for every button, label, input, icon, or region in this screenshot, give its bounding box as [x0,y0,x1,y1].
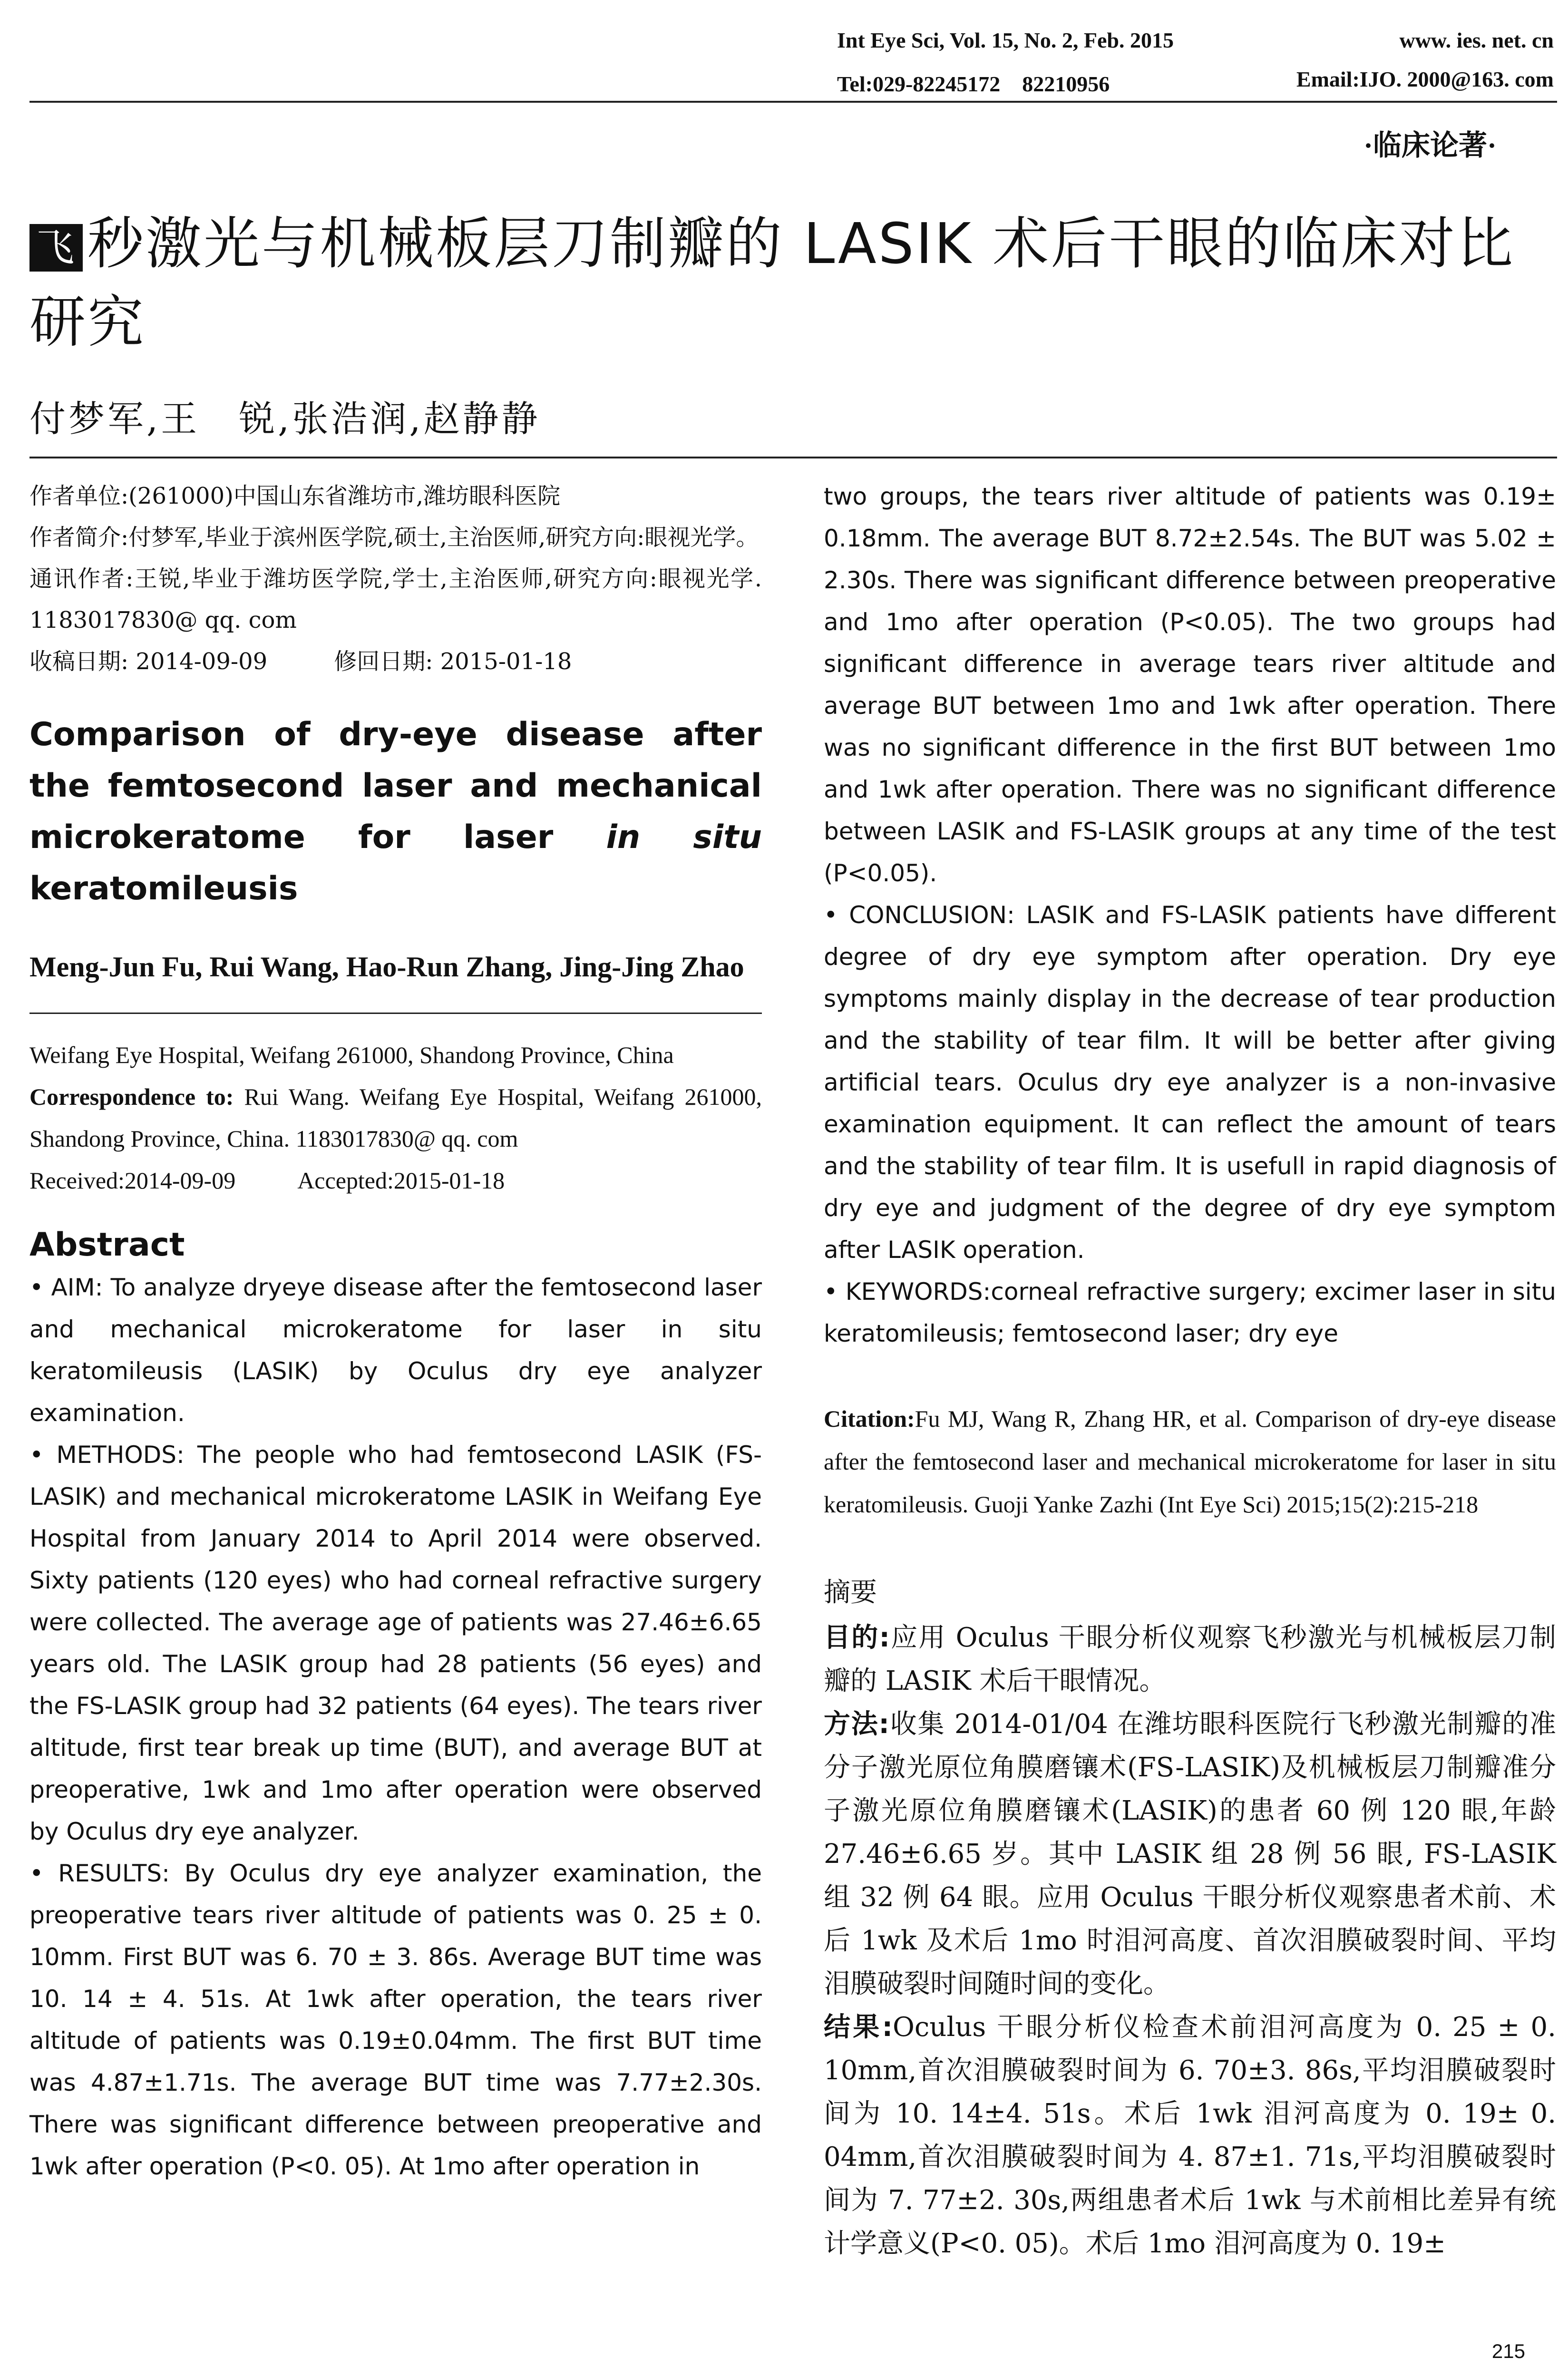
results-cn-label: 结果: [824,2012,893,2043]
aim-cn-label: 目的: [824,1622,890,1653]
keywords-text: corneal refractive surgery; excimer laser in situ keratomileusis; femtosecond laser; dry eye [824,1278,1556,1347]
author-intro: 作者简介:付梦军,毕业于滨州医学院,硕士,主治医师,研究方向:眼视光学。 [29,524,759,551]
authors-cn: 付梦军,王 锐,张浩润,赵静静 [29,398,541,440]
dates-cn [29,641,762,682]
abstract-keywords [824,1271,1556,1354]
affiliation: Weifang Eye Hospital, Weifang 261000, Shandong Province, China [29,1042,674,1068]
revised-cn: 修回日期: 2015-01-18 [334,648,572,675]
citation-label: Citation: [824,1405,915,1432]
keywords-label: • KEYWORDS: [824,1278,991,1305]
article-title-text: 秒激光与机械板层刀制瓣的 LASIK 术后干眼的临床对比研究 [29,211,1515,355]
journal-email[interactable]: Email:IJO. 2000@163. com [1296,67,1554,91]
article-title-en [29,709,762,915]
right-column [824,476,1556,2265]
journal-website[interactable]: www. ies. net. cn [1399,28,1554,52]
abstract-heading: Abstract [29,1226,185,1264]
received-cn: 收稿日期: 2014-09-09 [29,648,268,675]
abstract-methods: • METHODS: The people who had femtosecond LASIK (FS-LASIK) and mechanical microkeratome LASIK in Weifang Eye Hospital from January 2014 to April 2014 were observed. Sixty patients (120 eyes) who had corneal refractive surgery were collected. The average age of patients was 27.46±6.65 years old. The LASIK group had 28 patients (56 eyes) and the FS-LASIK group had 32 patients (64 eyes). The tears river altitude, first tear break up time (BUT), and average BUT at preoperative, 1wk and 1mo after operation were observed by Oculus dry eye analyzer. [29,1441,762,1845]
title-badge: 飞 [29,224,83,272]
authors-rule [29,1013,762,1014]
abstract-cn-results [824,2006,1556,2265]
header-rule [29,101,1557,103]
article-title [29,205,1561,361]
correspondence-text: Rui Wang. Weifang Eye Hospital, Weifang 261000, Shandong Province, China. 1183017830@ qq. com [29,1083,762,1152]
abstract-cn-methods [824,1703,1556,2006]
correspondence-label: Correspondence to: [29,1083,234,1110]
methods-cn-label: 方法: [824,1709,889,1740]
journal-line: Int Eye Sci, Vol. 15, No. 2, Feb. 2015 [837,28,1174,52]
methods-cn-text: 收集 2014-01/04 在潍坊眼科医院行飞秒激光制瓣的准分子激光原位角膜磨镶术(FS-LASIK)及机械板层刀制瓣准分子激光原位角膜磨镶术(LASIK)的患者 60 例 120 眼,年龄 27.46±6.65 岁。其中 LASIK 组 28 例 56 眼, FS-LASIK 组 32 例 64 眼。应用 Oculus 干眼分析仪观察患者术前、术后 1wk 及术后 1mo 时泪河高度、首次泪膜破裂时间、平均泪膜破裂时间随时间的变化。 [824,1709,1557,1999]
abstract-conclusion: • CONCLUSION: LASIK and FS-LASIK patients have different degree of dry eye symptom after operation. Dry eye symptoms mainly display in the decrease of tear production and the stability of tear film. It will be better after giving artificial tears. Oculus dry eye analyzer is a non-invasive examination equipment. It can reflect the amount of tears and the stability of tear film. It is usefull in rapid diagnosis of dry eye and judgment of the degree of dry eye symptom after LASIK operation. [824,901,1556,1264]
accepted-en: Accepted:2015-01-18 [297,1167,505,1194]
title-en-part: Comparison of dry-eye disease after the femtosecond laser and mechanical microkeratome for laser [29,716,762,856]
dates-en [29,1159,762,1201]
abstract-aim: • AIM: To analyze dryeye disease after the femtosecond laser and mechanical microkeratome for laser in situ keratomileusis (LASIK) by Oculus dry eye analyzer examination. [29,1274,762,1427]
page-number: 215 [1491,2340,1525,2362]
received-en: Received:2014-09-09 [29,1167,236,1194]
author-unit: 作者单位:(261000)中国山东省潍坊市,潍坊眼科医院 [29,483,561,509]
title-rule [29,457,1557,458]
abstract-cn-heading: 摘要 [824,1577,877,1608]
title-en-part: keratomileusis [29,870,298,907]
section-label: ·临床论著· [1363,130,1497,161]
title-en-italic: in situ [606,818,762,856]
left-column [29,476,762,2187]
results-cn-text: Oculus 干眼分析仪检查术前泪河高度为 0. 25 ± 0. 10mm,首次泪膜破裂时间为 6. 70±3. 86s,平均泪膜破裂时间为 10. 14±4. 51s。术后 1wk 泪河高度为 0. 19± 0. 04mm,首次泪膜破裂时间为 4. 87±1. 71s,平均泪膜破裂时间为 7. 77±2. 30s,两组患者术后 1wk 与术前相比差异有统计学意义(P<0. 05)。术后 1mo 泪河高度为 0. 19± [824,2012,1556,2259]
abstract-cn-aim [824,1616,1556,1703]
corresponding-author-cn: 通讯作者:王锐,毕业于潍坊医学院,学士,主治医师,研究方向:眼视光学. 1183017830@ qq. com [29,565,762,633]
correspondence-en [29,1076,762,1159]
journal-tel: Tel:029-82245172 82210956 [837,72,1110,96]
aim-cn-text: 应用 Oculus 干眼分析仪观察飞秒激光与机械板层刀制瓣的 LASIK 术后干眼情况。 [824,1622,1556,1696]
citation [824,1397,1556,1526]
authors-en: Meng-Jun Fu, Rui Wang, Hao-Run Zhang, Jing-Jing Zhao [29,951,744,983]
citation-text: Fu MJ, Wang R, Zhang HR, et al. Comparison of dry-eye disease after the femtosecond laser and mechanical microkeratome for laser in situ keratomileusis. Guoji Yanke Zazhi (Int Eye Sci) 2015;15(2):215-218 [824,1405,1556,1518]
abstract-results-continued: two groups, the tears river altitude of patients was 0.19± 0.18mm. The average BUT 8.72±2.54s. The BUT was 5.02 ± 2.30s. There was significant difference between preoperative and 1mo after operation (P<0.05). The two groups had significant difference in average tears river altitude and average BUT between 1mo and 1wk after operation. There was no significant difference in the first BUT between 1mo and 1wk after operation. There was no significant difference between LASIK and FS-LASIK groups at any time of the test (P<0.05). [824,483,1556,887]
abstract-results: • RESULTS: By Oculus dry eye analyzer examination, the preoperative tears river altitude of patients was 0. 25 ± 0. 10mm. First BUT was 6. 70 ± 3. 86s. Average BUT time was 10. 14 ± 4. 51s. At 1wk after operation, the tears river altitude of patients was 0.19±0.04mm. The first BUT time was 4.87±1.71s. The average BUT time was 7.77±2.30s. There was significant difference between preoperative and 1wk after operation (P<0. 05). At 1mo after operation in [29,1860,762,2180]
